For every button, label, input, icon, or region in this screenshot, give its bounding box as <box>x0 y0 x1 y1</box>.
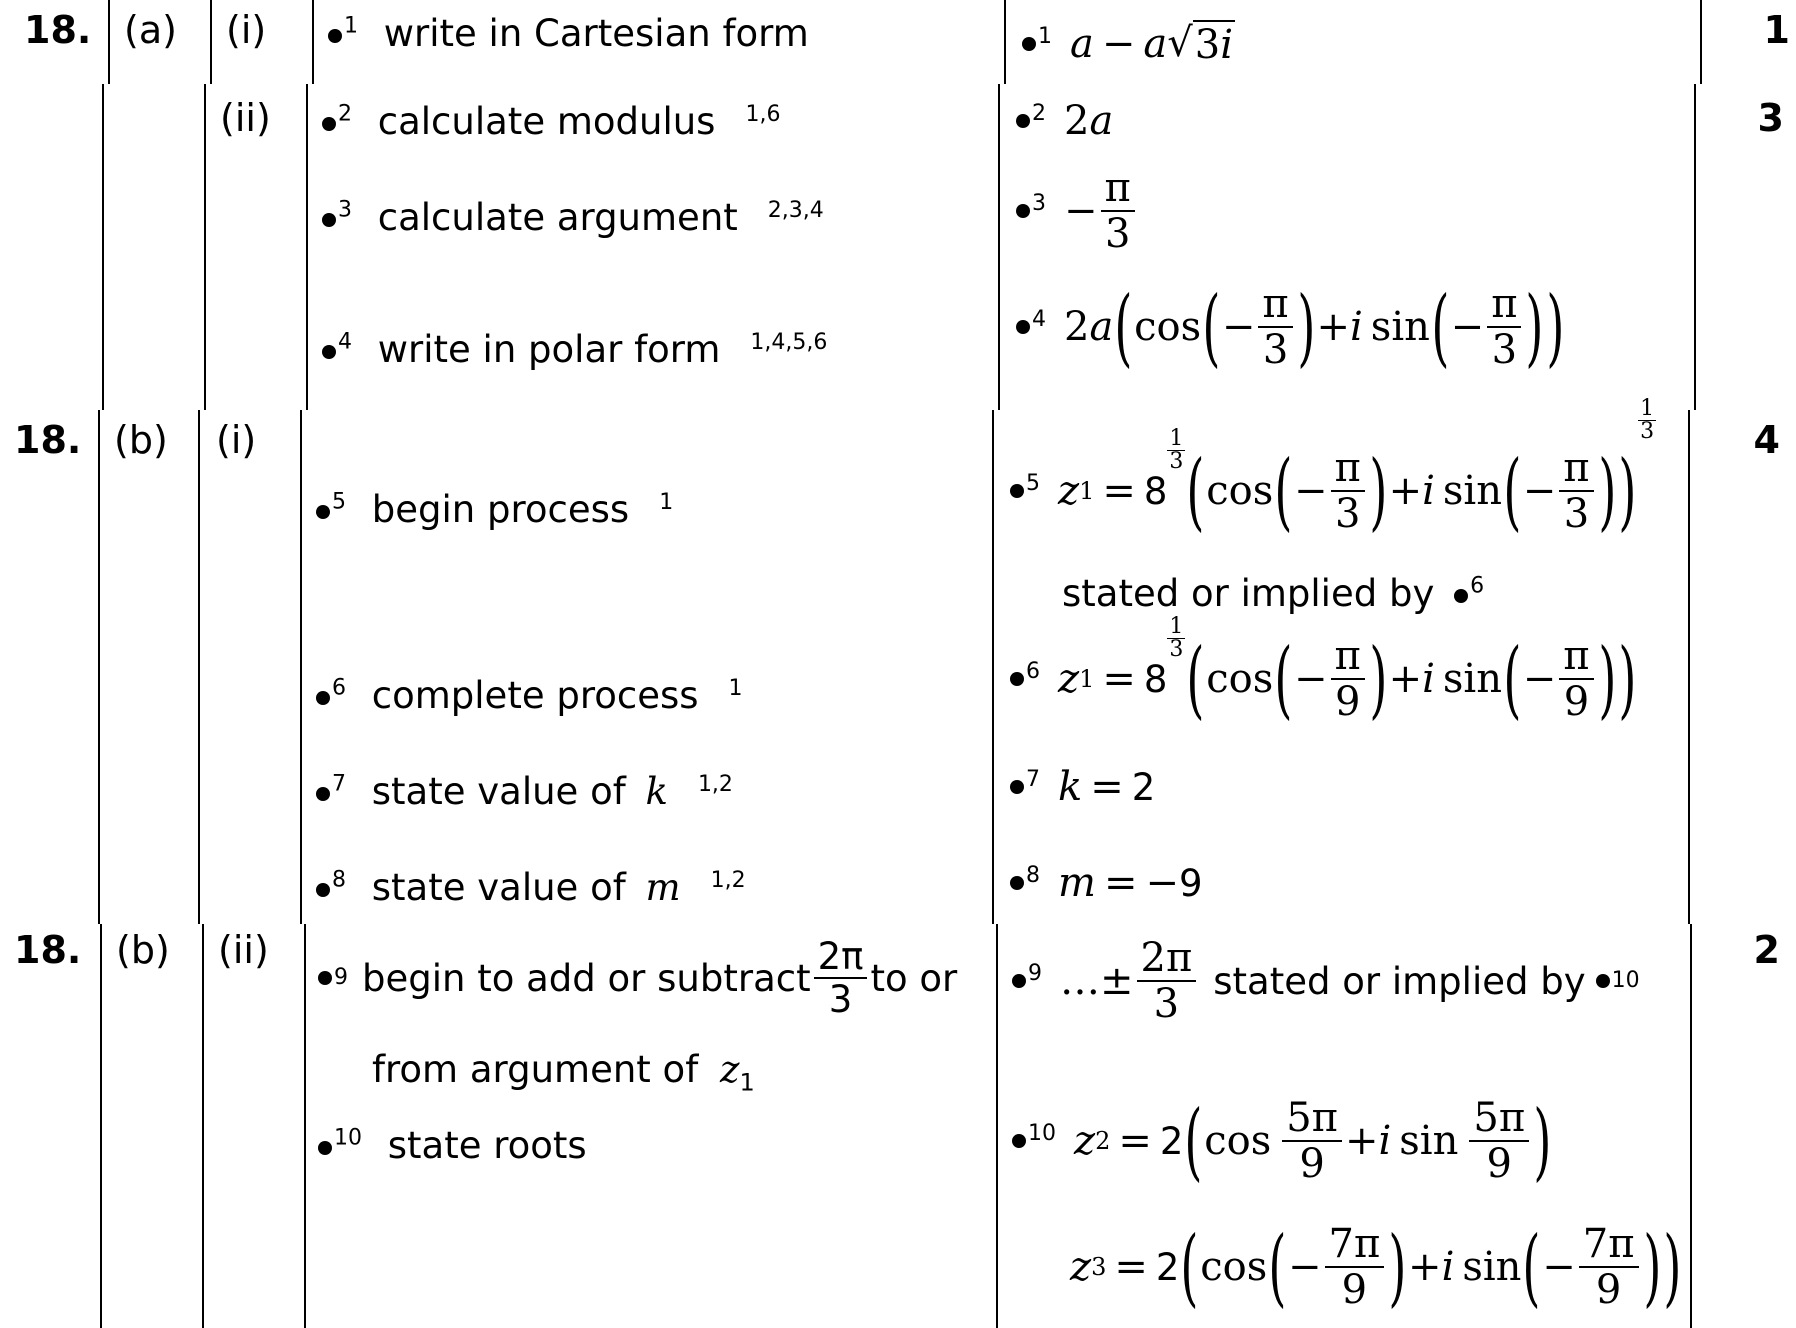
rule-a-4 <box>1004 0 1006 84</box>
subpart-label: (i) <box>226 8 267 52</box>
rule-b-4 <box>998 84 1000 410</box>
rule-d-4 <box>996 924 998 1328</box>
part-label: (b) <box>114 418 168 462</box>
question-number: 18. <box>14 418 82 462</box>
subpart-label: (i) <box>216 418 257 462</box>
criterion-1: $^1$ write in Cartesian form <box>328 12 809 55</box>
bullet-icon <box>1010 876 1024 890</box>
criterion-7: $^7$ state value of k $^{1,2}$ <box>316 770 733 813</box>
rule-c-4 <box>992 410 994 924</box>
bullet-icon <box>328 29 342 43</box>
rule-d-5 <box>1690 924 1692 1328</box>
criterion-5: $^5$ begin process $^1$ <box>316 488 673 531</box>
bullet-icon <box>322 213 336 227</box>
marks-value: 2 <box>1753 928 1780 972</box>
bullet-icon <box>322 345 336 359</box>
rule-c-1 <box>98 410 100 924</box>
rule-c-2 <box>198 410 200 924</box>
rule-a-5 <box>1700 0 1702 84</box>
bullet-icon <box>316 505 330 519</box>
bullet-icon <box>1012 974 1026 988</box>
answer-1: 1 a − a √ 3i <box>1022 20 1235 68</box>
bullet-icon <box>1016 204 1030 218</box>
criterion-10: $^{10}$ state roots <box>318 1124 587 1167</box>
bullet-icon <box>1022 37 1036 51</box>
answer-5-note: stated or implied by $^6$ <box>1062 572 1485 615</box>
question-number: 18. <box>24 8 92 52</box>
answer-9: 9 … ± $\frac{2\pi}{3}$ stated or implied by 10 <box>1012 938 1640 1024</box>
criterion-2: $^2$ calculate modulus $^{1,6}$ <box>322 100 780 143</box>
rule-b-2 <box>204 84 206 410</box>
rule-b-3 <box>306 84 308 410</box>
marks-value: 3 <box>1757 96 1784 140</box>
answer-6: 6 z 1 = 8 1 3 ( cos ( − $\frac{\pi}{9}$ ) + i sin ( − $\frac{\pi}{9}$ ) ) <box>1010 636 1638 722</box>
bullet-icon <box>316 787 330 801</box>
bullet-icon <box>316 883 330 897</box>
marks-value: 4 <box>1753 418 1780 462</box>
criterion-6: $^6$ complete process $^1$ <box>316 674 743 717</box>
criterion-3: $^3$ calculate argument $^{2,3,4}$ <box>322 196 824 239</box>
bullet-icon <box>316 691 330 705</box>
bullet-icon <box>1010 672 1024 686</box>
bullet-icon <box>1596 974 1610 988</box>
criterion-9-line2: from argument of $z_1$ <box>372 1048 755 1097</box>
part-label: (a) <box>124 8 177 52</box>
answer-10-z2: 10 z 2 = 2 ( cos $\frac{5\pi}{9}$ + i sin $\frac{5\pi}{9}$ ) <box>1012 1098 1553 1184</box>
criterion-9: 9 begin to add or subtract $\frac{2\pi}{3}$ to or <box>318 938 957 1018</box>
subpart-label: (ii) <box>220 96 271 140</box>
question-number: 18. <box>14 928 82 972</box>
rule-c-5 <box>1688 410 1690 924</box>
rule-d-1 <box>100 924 102 1328</box>
marks-value: 1 <box>1763 8 1790 52</box>
answer-3: 3 − $\frac{\pi}{3}$ <box>1016 168 1138 254</box>
subpart-label: (ii) <box>218 928 269 972</box>
bullet-icon <box>322 117 336 131</box>
answer-4: 4 2 a ( cos ( − $\frac{\pi}{3}$ ) + i sin ( − $\frac{\pi}{3}$ ) ) <box>1016 284 1566 370</box>
answer-5: 5 z 1 = 8 1 3 ( cos ( − $\frac{\pi}{3}$ ) + i sin ( − $\frac{\pi}{3}$ ) ) 1 3 <box>1010 448 1656 534</box>
bullet-icon <box>1010 780 1024 794</box>
rule-a-2 <box>210 0 212 84</box>
answer-2: 2 2 a <box>1016 98 1113 144</box>
criterion-4: $^4$ write in polar form $^{1,4,5,6}$ <box>322 328 827 371</box>
rule-b-1 <box>102 84 104 410</box>
answer-7: 7 k = 2 <box>1010 764 1155 810</box>
rule-b-5 <box>1694 84 1696 410</box>
rule-d-3 <box>304 924 306 1328</box>
bullet-icon <box>1016 320 1030 334</box>
bullet-icon <box>318 971 332 985</box>
bullet-icon <box>1010 484 1024 498</box>
rule-a-3 <box>312 0 314 84</box>
answer-1-math: a − a √ 3i <box>1070 20 1233 68</box>
rule-c-3 <box>300 410 302 924</box>
criterion-8: $^8$ state value of m $^{1,2}$ <box>316 866 746 909</box>
bullet-icon <box>1012 1134 1026 1148</box>
part-label: (b) <box>116 928 170 972</box>
bullet-icon <box>318 1141 332 1155</box>
rule-d-2 <box>202 924 204 1328</box>
bullet-icon <box>1454 589 1468 603</box>
bullet-icon <box>1016 114 1030 128</box>
rule-a-1 <box>108 0 110 84</box>
answer-10-z3: z 3 = 2 ( cos ( − $\frac{7\pi}{9}$ ) + i sin ( − $\frac{7\pi}{9}$ ) ) <box>1070 1218 1682 1316</box>
answer-8: 8 m = − 9 <box>1010 860 1203 906</box>
